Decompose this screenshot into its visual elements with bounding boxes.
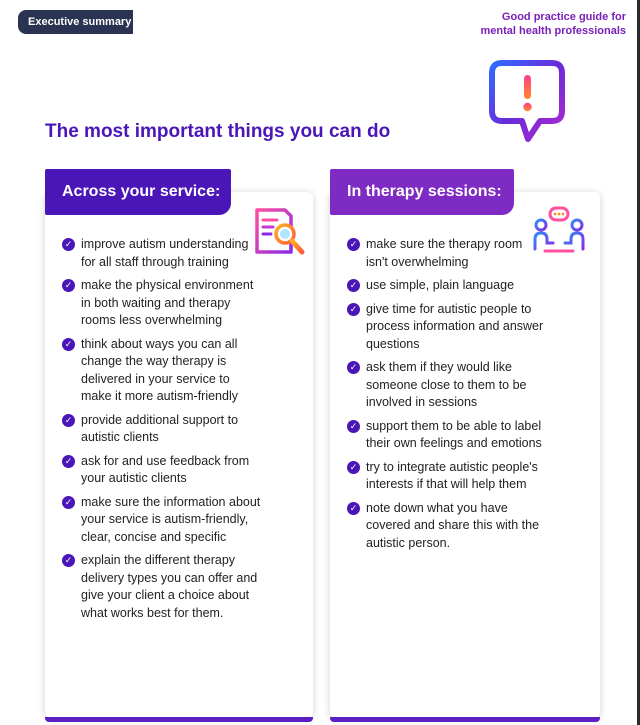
check-circle-icon: ✓ — [347, 361, 360, 374]
speech-bubble-exclamation-icon — [488, 59, 568, 147]
list-item-text: make sure the information about your service is autism-friendly, clear, concise and specific — [81, 494, 261, 544]
list-item — [62, 277, 262, 330]
list-item — [347, 277, 545, 295]
list-item — [347, 359, 545, 412]
check-circle-icon: ✓ — [62, 279, 75, 292]
list-item — [347, 500, 545, 553]
check-circle-icon: ✓ — [62, 496, 75, 509]
list-item-text: make the physical environment in both waiting and therapy rooms less overwhelming — [81, 278, 254, 327]
check-circle-icon: ✓ — [347, 238, 360, 251]
list-item — [347, 418, 545, 453]
check-circle-icon: ✓ — [347, 420, 360, 433]
list-item-text: think about ways you can all change the way therapy is delivered in your service to make it more autism-friendly — [81, 336, 238, 403]
check-circle-icon: ✓ — [62, 338, 75, 351]
list-item — [347, 459, 545, 494]
list-item — [62, 494, 262, 547]
list-item — [62, 236, 262, 271]
guide-title-line-1: Good practice guide for — [501, 11, 626, 23]
therapy-card-title: In therapy sessions: — [330, 169, 514, 215]
check-circle-icon: ✓ — [347, 502, 360, 515]
list-item-text: explain the different therapy delivery types you can offer and give your client a choice about what works best for them. — [81, 553, 258, 620]
list-item — [347, 301, 545, 354]
list-item-text: improve autism understanding for all staff through training — [81, 237, 249, 269]
service-list — [62, 236, 262, 628]
main-heading: The most important things you can do — [45, 121, 391, 142]
list-item — [62, 336, 262, 406]
section-tab: Executive summary — [18, 10, 133, 34]
list-item — [62, 552, 262, 622]
therapy-list — [347, 236, 545, 558]
list-item-text: use simple, plain language — [366, 278, 515, 292]
list-item-text: try to integrate autistic people's interests if that will help them — [366, 459, 538, 491]
list-item-text: ask for and use feedback from your autistic clients — [81, 453, 250, 485]
list-item-text: give time for autistic people to process information and answer questions — [366, 301, 544, 351]
check-circle-icon: ✓ — [347, 279, 360, 292]
guide-title — [481, 10, 626, 38]
list-item — [62, 412, 262, 447]
check-circle-icon: ✓ — [62, 554, 75, 567]
service-card-title: Across your service: — [45, 169, 231, 215]
check-circle-icon: ✓ — [347, 303, 360, 316]
list-item-text: make sure the therapy room isn't overwhelming — [366, 237, 523, 269]
list-item-text: ask them if they would like someone close to them to be involved in sessions — [366, 360, 527, 409]
card-bottom-bar — [45, 717, 313, 722]
list-item-text: provide additional support to autistic clients — [81, 412, 239, 444]
check-circle-icon: ✓ — [62, 238, 75, 251]
list-item — [347, 236, 545, 271]
card-bottom-bar — [330, 717, 600, 722]
check-circle-icon: ✓ — [62, 414, 75, 427]
list-item — [62, 453, 262, 488]
guide-title-line-2: mental health professionals — [480, 25, 626, 37]
list-item-text: note down what you have covered and share this with the autistic person. — [366, 500, 540, 550]
list-item-text: support them to be able to label their own feelings and emotions — [366, 418, 542, 450]
check-circle-icon: ✓ — [62, 455, 75, 468]
check-circle-icon: ✓ — [347, 461, 360, 474]
